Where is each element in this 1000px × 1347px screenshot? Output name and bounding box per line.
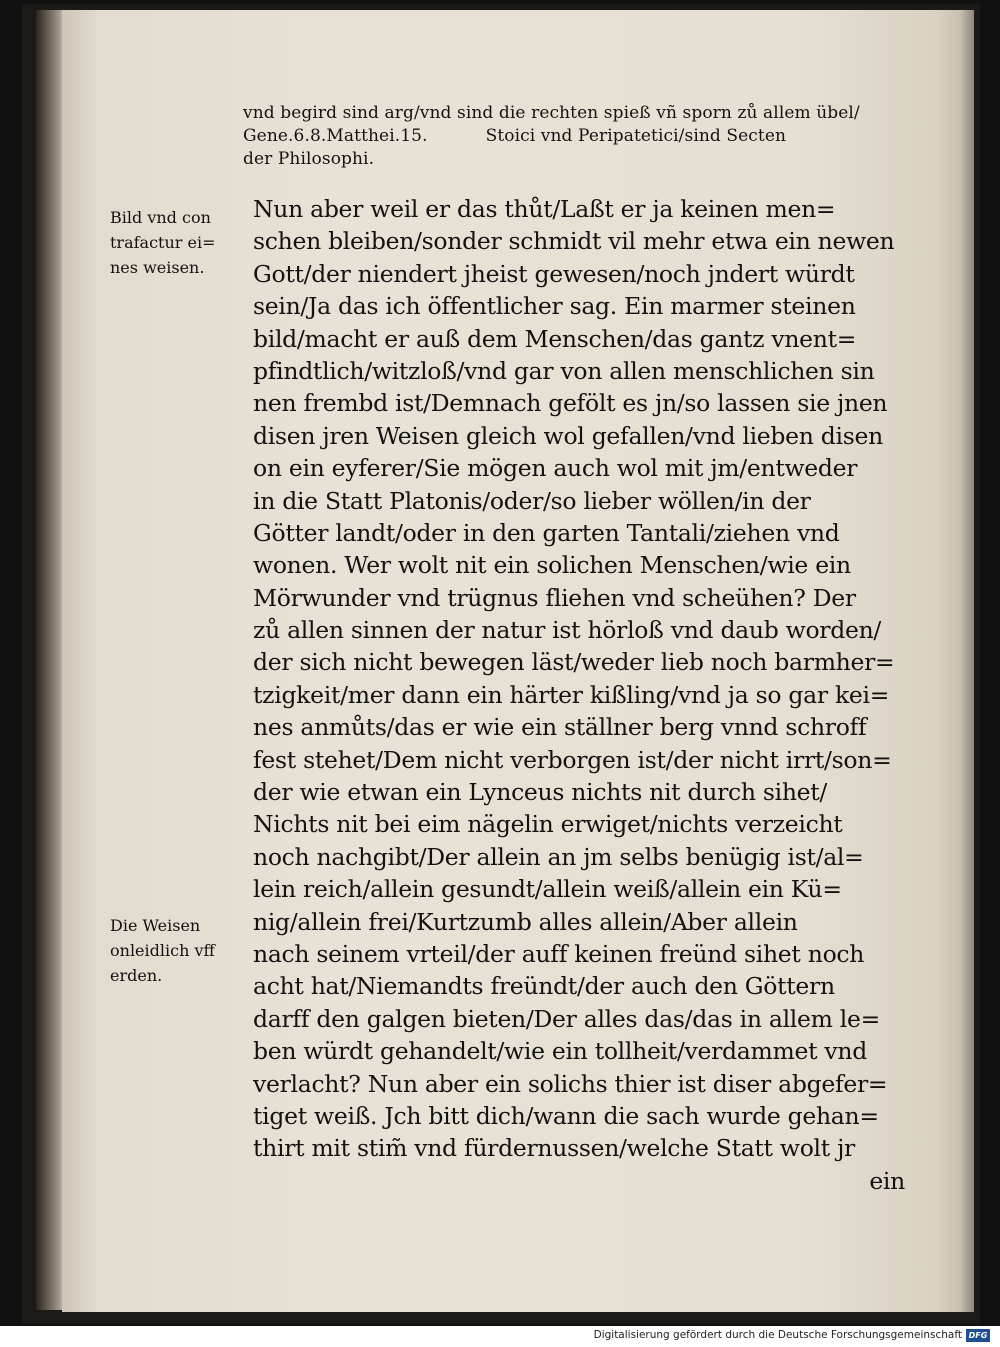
text-line: Nun aber weil er das thůt/Laßt er ja keinen men= bbox=[253, 195, 836, 223]
text-line: Mörwunder vnd trügnus fliehen vnd scheühen? Der bbox=[253, 583, 856, 612]
margin-note-line: nes weisen. bbox=[110, 258, 205, 277]
text-line: lein reich/allein gesundt/allein weiß/allein ein Kü= bbox=[253, 875, 842, 904]
catchword: ein bbox=[869, 1166, 905, 1195]
text-line: Nichts nit bei eim nägelin erwiget/nichts verzeicht bbox=[253, 810, 843, 839]
text-line: Götter landt/oder in den garten Tantali/ziehen vnd bbox=[253, 518, 840, 547]
margin-note-line: onleidlich vff bbox=[110, 941, 215, 960]
text-line: darff den galgen bieten/Der alles das/das in allem le= bbox=[253, 1004, 880, 1033]
text-line: der sich nicht bewegen läst/weder lieb noch barmher= bbox=[253, 648, 895, 677]
text-line: ben würdt gehandelt/wie ein tollheit/verdammet vnd bbox=[253, 1037, 867, 1066]
text-line: bild/macht er auß dem Menschen/das gantz vnent= bbox=[253, 324, 857, 353]
text-line: wonen. Wer wolt nit ein solichen Menschen/wie ein bbox=[253, 551, 851, 580]
margin-note-line: Die Weisen bbox=[110, 916, 201, 935]
text-line: thirt mit stim̃ vnd fürdernussen/welche Statt wolt jr bbox=[253, 1134, 855, 1163]
text-line: fest stehet/Dem nicht verborgen ist/der nicht irrt/son= bbox=[253, 745, 892, 774]
text-line: on ein eyferer/Sie mögen auch wol mit jm/entweder bbox=[253, 454, 858, 483]
margin-note-1 bbox=[110, 205, 216, 280]
text-line: noch nachgibt/Der allein an jm selbs benügig ist/al= bbox=[253, 842, 864, 871]
text-line: tiget weiß. Jch bitt dich/wann die sach wurde gehan= bbox=[253, 1101, 879, 1130]
text-line: nig/allein frei/Kurtzumb alles allein/Aber allein bbox=[253, 907, 798, 936]
text-line: tzigkeit/mer dann ein härter kißling/vnd ja so gar kei= bbox=[253, 680, 890, 709]
text-line: disen jren Weisen gleich wol gefallen/vnd lieben disen bbox=[253, 421, 883, 450]
margin-note-line: Bild vnd con bbox=[110, 208, 211, 227]
main-text-block bbox=[253, 193, 905, 1197]
text-line: schen bleiben/sonder schmidt vil mehr etwa ein newen bbox=[253, 227, 895, 256]
digitization-credit: Digitalisierung gefördert durch die Deutsche Forschungsgemeinschaft bbox=[593, 1329, 962, 1341]
text-line: zů allen sinnen der natur ist hörloß vnd daub worden/ bbox=[253, 616, 882, 645]
text-line: nes anmůts/das er wie ein ställner berg vnnd schroff bbox=[253, 713, 867, 742]
margin-note-line: trafactur ei= bbox=[110, 233, 216, 252]
binding-shadow bbox=[960, 10, 974, 1312]
margin-note-2 bbox=[110, 913, 215, 988]
text-line: der wie etwan ein Lynceus nichts nit durch sihet/ bbox=[253, 778, 828, 807]
dfg-logo-icon: DFG bbox=[966, 1329, 990, 1342]
margin-note-line: erden. bbox=[110, 966, 163, 985]
text-line: nach seinem vrteil/der auff keinen freünd sihet noch bbox=[253, 939, 865, 968]
philosophy-note: Stoici vnd Peripatetici/sind Secten bbox=[485, 126, 787, 146]
book-edge bbox=[36, 10, 64, 1310]
top-note-line-2 bbox=[243, 125, 860, 148]
top-note bbox=[243, 102, 860, 171]
text-line: nen frembd ist/Demnach gefölt es jn/so lassen sie jnen bbox=[253, 389, 888, 418]
text-line: sein/Ja das ich öffentlicher sag. Ein marmer steinen bbox=[253, 292, 856, 321]
scripture-reference: Gene.6.8.Matthei.15. bbox=[243, 126, 428, 146]
text-line: Gott/der niendert jheist gewesen/noch jndert würdt bbox=[253, 259, 855, 288]
text-line: acht hat/Niemandts freündt/der auch den Göttern bbox=[253, 972, 835, 1001]
text-line: in die Statt Platonis/oder/so lieber wöllen/in der bbox=[253, 486, 811, 515]
text-line: pfindtlich/witzloß/vnd gar von allen menschlichen sin bbox=[253, 356, 875, 385]
top-note-line-3: der Philosophi. bbox=[243, 149, 375, 169]
text-line: verlacht? Nun aber ein solichs thier ist diser abgefer= bbox=[253, 1069, 888, 1098]
top-note-line-1: vnd begird sind arg/vnd sind die rechten spieß vñ sporn zů allem übel/ bbox=[243, 103, 860, 123]
